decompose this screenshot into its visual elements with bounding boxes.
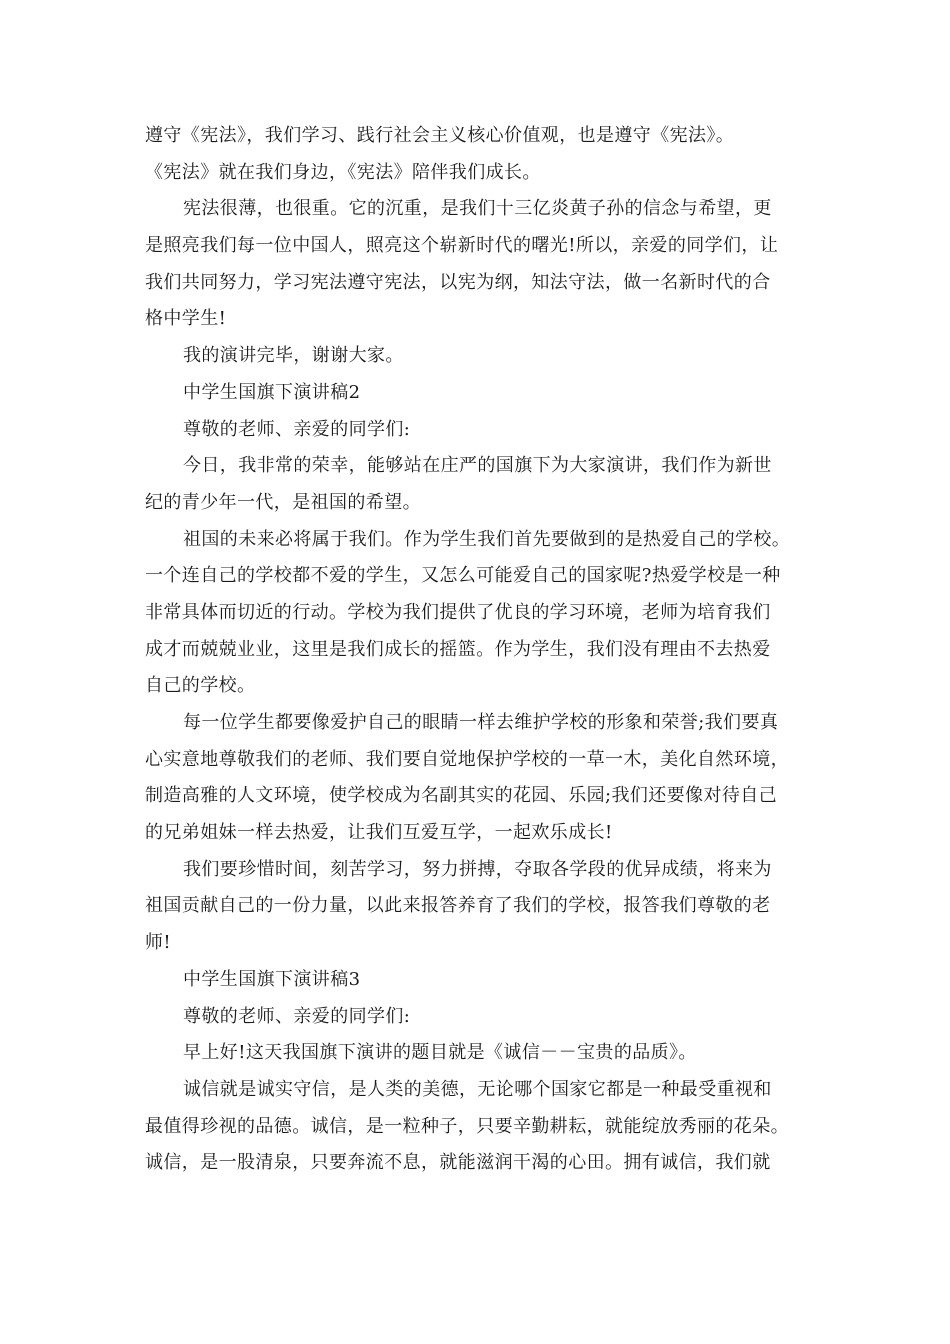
text-line: 每一位学生都要像爱护自己的眼睛一样去维护学校的形象和荣誉;我们要真 <box>183 712 779 733</box>
text-line: 诚信，是一股清泉，只要奔流不息，就能滋润干渴的心田。拥有诚信，我们就 <box>145 1152 771 1174</box>
text-line: 心实意地尊敬我们的老师、我们要自觉地保护学校的一草一木，美化自然环境， <box>145 748 789 770</box>
text-line: 我的演讲完毕，谢谢大家。 <box>183 345 404 367</box>
text-line: 中学生国旗下演讲稿3 <box>183 968 361 990</box>
text-line: 最值得珍视的品德。诚信，是一粒种子，只要辛勤耕耘，就能绽放秀丽的花朵。 <box>145 1115 789 1137</box>
text-line: 制造高雅的人文环境，使学校成为名副其实的花园、乐园;我们还要像对待自己 <box>145 785 778 807</box>
text-line: 自己的学校。 <box>145 675 256 697</box>
text-line: 的兄弟姐妹一样去热爱，让我们互爱互学，一起欢乐成长! <box>145 822 613 844</box>
text-line: 非常具体而切近的行动。学校为我们提供了优良的学习环境，老师为培育我们 <box>145 601 771 623</box>
text-line: 纪的青少年一代，是祖国的希望。 <box>145 491 421 513</box>
text-line: 我们要珍惜时间，刻苦学习，努力拼搏，夺取各学段的优异成绩，将来为 <box>183 858 772 880</box>
text-line: 中学生国旗下演讲稿2 <box>183 381 361 403</box>
text-line: 是照亮我们每一位中国人，照亮这个崭新时代的曙光!所以，亲爱的同学们，让 <box>145 235 779 257</box>
text-line: 《宪法》就在我们身边，《宪法》陪伴我们成长。 <box>145 161 541 183</box>
text-line: 遵守《宪法》，我们学习、践行社会主义核心价值观，也是遵守《宪法》。 <box>145 125 735 146</box>
text-line: 诚信就是诚实守信，是人类的美德，无论哪个国家它都是一种最受重视和 <box>183 1078 772 1100</box>
document-body <box>145 118 815 1182</box>
text-line: 师! <box>145 932 172 954</box>
text-line: 祖国贡献自己的一份力量，以此来报答养育了我们的学校，报答我们尊敬的老 <box>145 895 771 917</box>
text-line: 尊敬的老师、亲爱的同学们: <box>183 418 411 440</box>
text-line: 祖国的未来必将属于我们。作为学生我们首先要做到的是热爱自己的学校。 <box>183 528 791 550</box>
text-line: 我们共同努力，学习宪法遵守宪法，以宪为纲，知法守法，做一名新时代的合 <box>145 271 771 293</box>
text-line: 今日，我非常的荣幸，能够站在庄严的国旗下为大家演讲，我们作为新世 <box>183 455 772 477</box>
text-line: 宪法很薄，也很重。它的沉重，是我们十三亿炎黄子孙的信念与希望，更 <box>183 198 772 220</box>
text-line: 一个连自己的学校都不爱的学生，又怎么可能爱自己的国家呢?热爱学校是一种 <box>145 565 781 587</box>
text-line: 格中学生! <box>145 308 227 330</box>
text-line: 早上好!这天我国旗下演讲的题目就是《诚信－－宝贵的品质》。 <box>183 1042 697 1064</box>
text-line: 成才而兢兢业业，这里是我们成长的摇篮。作为学生，我们没有理由不去热爱 <box>145 638 771 660</box>
text-line: 尊敬的老师、亲爱的同学们: <box>183 1005 411 1027</box>
